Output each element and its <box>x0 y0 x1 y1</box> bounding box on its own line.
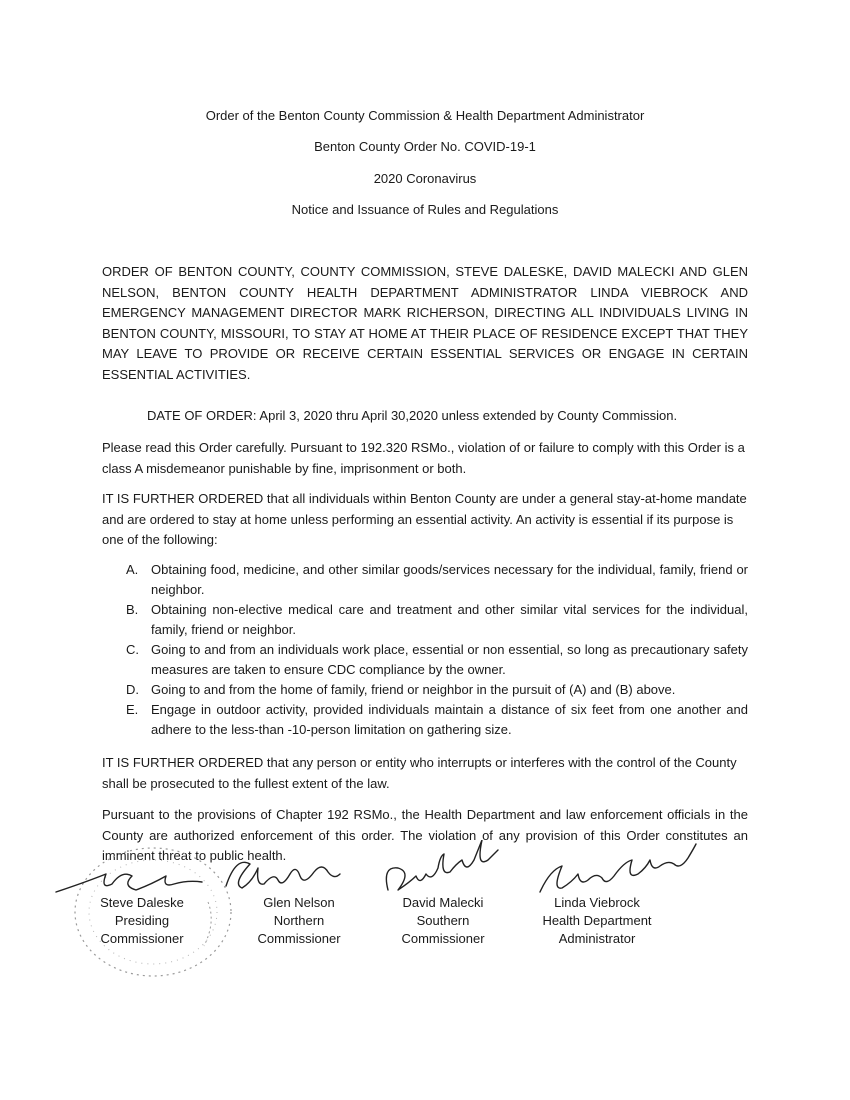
list-item <box>102 700 748 740</box>
signatory-viebrock <box>522 894 672 948</box>
signatory-name: Glen Nelson <box>263 895 335 910</box>
list-marker: A. <box>126 562 139 577</box>
order-subject: 2020 Coronavirus <box>373 171 477 186</box>
signatory-name: Linda Viebrock <box>554 895 640 910</box>
order-notice: Notice and Issuance of Rules and Regulations <box>291 202 559 217</box>
essential-activities-list <box>102 560 748 740</box>
enforcement-paragraph: Pursuant to the provisions of Chapter 192 RSMo., the Health Department and law enforcement officials in the County are authorized enforcement of this order. The violation of any provision of this Order constitutes an imminent threat to public health. <box>102 807 748 863</box>
signatory-title: Commissioner <box>100 931 184 946</box>
signature-daleske <box>56 874 202 892</box>
signatory-role: Presiding <box>114 913 170 928</box>
list-item <box>102 640 748 680</box>
list-item-text: Going to and from the home of family, friend or neighbor in the pursuit of (A) and (B) above. <box>151 682 676 697</box>
list-marker: D. <box>126 682 139 697</box>
signatory-malecki <box>378 894 508 948</box>
preamble-paragraph: ORDER OF BENTON COUNTY, COUNTY COMMISSION, STEVE DALESKE, DAVID MALECKI AND GLEN NELSON, BENTON COUNTY HEALTH DEPARTMENT ADMINISTRATOR LINDA VIEBROCK AND EMERGENCY MANAGEMENT DIRECTOR MARK RICHERSON, DIRECTING ALL INDIVIDUALS LIVING IN BENTON COUNTY, MISSOURI, TO STAY AT HOME AT THEIR PLACE OF RESIDENCE EXCEPT THAT THEY MAY LEAVE TO PROVIDE OR RECEIVE CERTAIN ESSENTIAL SERVICES OR ENGAGE IN CERTAIN ESSENTIAL ACTIVITIES. <box>102 264 748 382</box>
signatory-title: Administrator <box>558 931 636 946</box>
list-marker: C. <box>126 642 139 657</box>
list-marker: B. <box>126 602 139 617</box>
prosecution-paragraph: IT IS FURTHER ORDERED that any person or entity who interrupts or interferes with the control of the County shall be prosecuted to the fullest extent of the law. <box>102 755 737 791</box>
signatory-nelson <box>234 894 364 948</box>
list-item-text: Obtaining non-elective medical care and treatment and other similar vital services for the individual, family, friend or neighbor. <box>151 602 748 637</box>
list-item-text: Obtaining food, medicine, and other similar goods/services necessary for the individual, family, friend or neighbor. <box>151 562 748 597</box>
order-number: Benton County Order No. COVID-19-1 <box>314 139 536 154</box>
signatory-title: Commissioner <box>257 931 341 946</box>
list-item <box>102 560 748 600</box>
signatory-title: Commissioner <box>401 931 485 946</box>
signatory-role: Northern <box>273 913 325 928</box>
list-item-text: Going to and from an individuals work place, essential or non essential, so long as precautionary safety measures are taken to ensure CDC compliance by the owner. <box>151 642 748 677</box>
signatory-daleske <box>82 894 202 948</box>
signature-malecki <box>386 840 498 890</box>
stay-at-home-paragraph: IT IS FURTHER ORDERED that all individuals within Benton County are under a general stay-at-home mandate and are ordered to stay at home unless performing an essential activity. An activity is essential if its purpose is one of the following: <box>102 491 747 547</box>
signature-nelson <box>226 862 340 888</box>
date-of-order: DATE OF ORDER: April 3, 2020 thru April 30,2020 unless extended by County Commission. <box>147 408 678 423</box>
order-title: Order of the Benton County Commission & Health Department Administrator <box>205 108 645 123</box>
list-item-text: Engage in outdoor activity, provided individuals maintain a distance of six feet from one another and adhere to the less-than -10-person limitation on gathering size. <box>151 702 748 737</box>
list-item <box>102 600 748 640</box>
list-marker: E. <box>126 702 139 717</box>
signature-viebrock <box>540 844 696 892</box>
signatory-role: Southern <box>416 913 470 928</box>
signatory-name: David Malecki <box>402 895 484 910</box>
signatory-name: Steve Daleske <box>100 895 184 910</box>
list-item <box>102 680 748 700</box>
read-carefully-paragraph: Please read this Order carefully. Pursuant to 192.320 RSMo., violation of or failure to comply with this Order is a class A misdemeanor punishable by fine, imprisonment or both. <box>102 440 745 476</box>
signatory-role: Health Department <box>542 913 652 928</box>
